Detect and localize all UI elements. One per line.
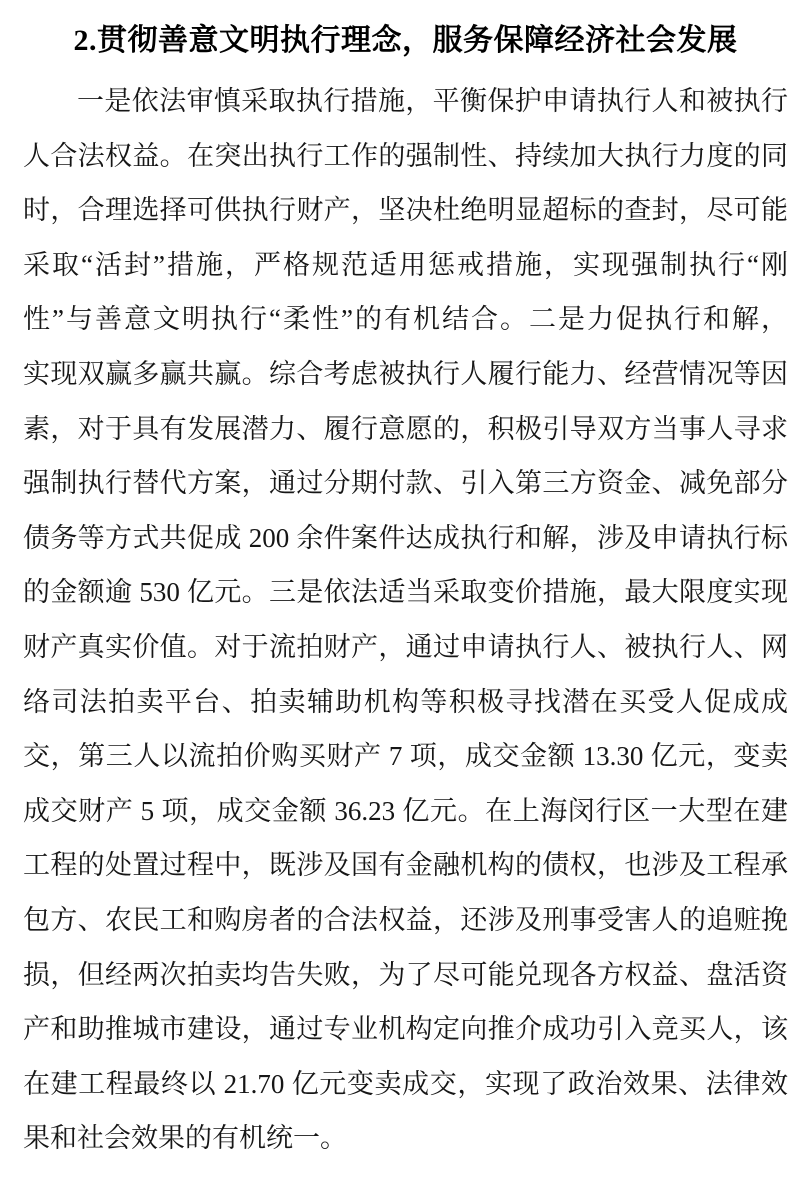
paragraph-line: 成交财产 5 项，成交金额 36.23 亿元。在上海闵行区一大型在建: [23, 795, 788, 826]
paragraph-line: 采取“活封”措施，严格规范适用惩戒措施，实现强制执行“刚: [23, 249, 788, 280]
paragraph-line: 债务等方式共促成 200 余件案件达成执行和解，涉及申请执行标: [23, 522, 788, 553]
paragraph-line: 损，但经两次拍卖均告失败，为了尽可能兑现各方权益、盘活资: [23, 959, 788, 990]
paragraph-line: 强制执行替代方案，通过分期付款、引入第三方资金、减免部分: [23, 468, 788, 499]
paragraph-line: 素，对于具有发展潜力、履行意愿的，积极引导双方当事人寻求: [23, 413, 788, 444]
section-heading: 2.贯彻善意文明执行理念，服务保障经济社会发展: [73, 24, 738, 57]
paragraph-line: 人合法权益。在突出执行工作的强制性、持续加大执行力度的同: [23, 140, 788, 171]
paragraph-line: 交，第三人以流拍价购买财产 7 项，成交金额 13.30 亿元，变卖: [23, 741, 788, 772]
paragraph-line: 一是依法审慎采取执行措施，平衡保护申请执行人和被执行: [77, 86, 788, 116]
paragraph-line: 果和社会效果的有机统一。: [23, 1123, 347, 1154]
paragraph-line: 产和助推城市建设，通过专业机构定向推介成功引入竞买人，该: [23, 1014, 788, 1045]
paragraph-line: 包方、农民工和购房者的合法权益，还涉及刑事受害人的追赃挽: [23, 904, 788, 935]
paragraph-line: 工程的处置过程中，既涉及国有金融机构的债权，也涉及工程承: [23, 850, 788, 881]
paragraph-line: 实现双赢多赢共赢。综合考虑被执行人履行能力、经营情况等因: [23, 358, 788, 389]
paragraph-line: 络司法拍卖平台、拍卖辅助机构等积极寻找潜在买受人促成成: [23, 686, 788, 717]
paragraph-line: 的金额逾 530 亿元。三是依法适当采取变价措施，最大限度实现: [23, 577, 788, 608]
paragraph-line: 财产真实价值。对于流拍财产，通过申请执行人、被执行人、网: [23, 631, 788, 662]
paragraph-line: 性”与善意文明执行“柔性”的有机结合。二是力促执行和解，: [23, 304, 788, 335]
body-paragraph: [23, 74, 788, 1166]
paragraph-line: 时，合理选择可供执行财产，坚决杜绝明显超标的查封，尽可能: [23, 195, 788, 226]
paragraph-line: 在建工程最终以 21.70 亿元变卖成交，实现了政治效果、法律效: [23, 1068, 788, 1099]
